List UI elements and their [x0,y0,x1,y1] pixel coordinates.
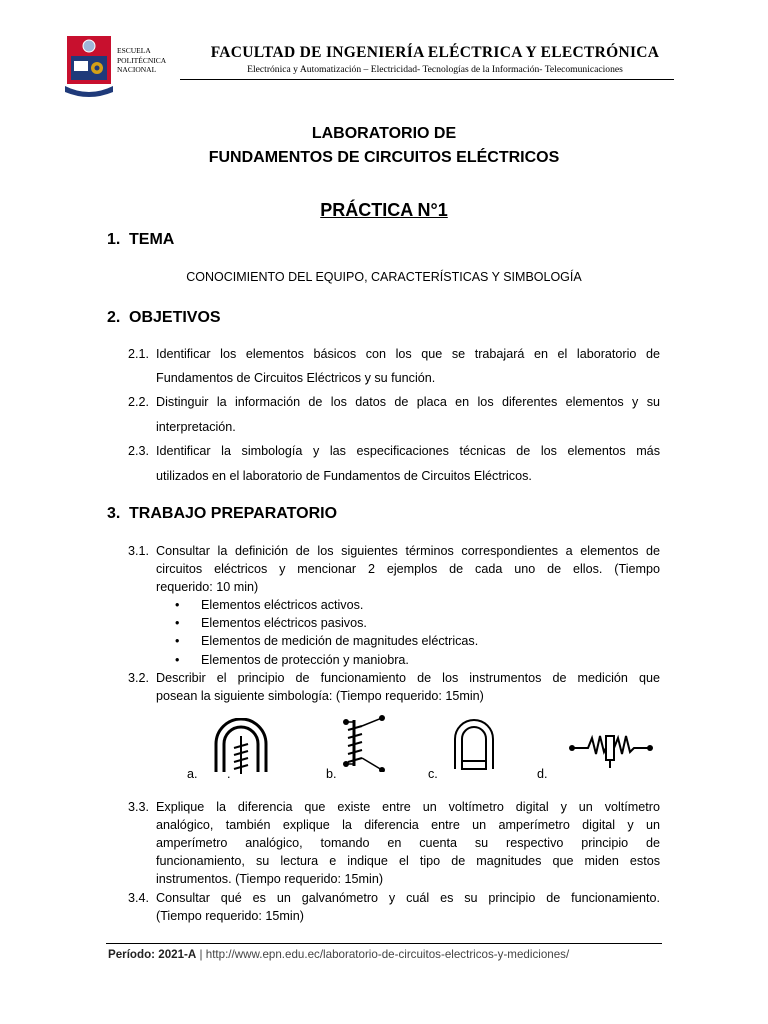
footer-url-link[interactable]: http://www.epn.edu.ec/laboratorio-de-circuitos-electricos-y-mediciones/ [205,948,570,961]
section-title: TRABAJO PREPARATORIO [129,505,338,522]
tema-text: CONOCIMIENTO DEL EQUIPO, CARACTERÍSTICAS Y SIMBOLOGÍA [186,270,582,284]
faculty-programs: Electrónica y Automatización – Electricidad- Tecnologías de la Información- Telecomunicaciones [247,64,623,75]
bullet-icon: • [175,616,180,630]
symbol-label: a. [187,767,198,781]
section-number: 3. [107,505,121,522]
item-text: Explique la diferencia que existe entre un voltímetro digital y un voltímetro [156,800,660,814]
item-number: 3.3. [128,800,150,814]
item-number: 3.1. [128,544,150,558]
epn-logo [63,34,173,104]
item-text: Distinguir la información de los datos de placa en los diferentes elementos y su [156,395,660,409]
bullet-icon: • [175,634,180,648]
lab-title: LABORATORIO DE [311,125,457,142]
thermal-symbol-icon [452,717,496,771]
electrostatic-symbol-icon [568,728,654,770]
header-divider [180,79,674,80]
footer-period: Período: 2021-A [108,948,197,961]
item-text: analógico, también explique la diferencia entre un amperímetro digital y un [156,818,660,832]
moving-iron-symbol-icon [212,718,270,776]
course-title: FUNDAMENTOS DE CIRCUITOS ELÉCTRICOS [208,149,560,166]
section-heading-objetivos [107,309,221,327]
symbol-label: c. [428,767,438,781]
item-text: amperímetro analógico, tomando en cuenta su respectivo principio de [156,836,660,850]
item-text-line: posean la siguiente simbología: (Tiempo requerido: 15min) [156,689,484,703]
bullet-icon: • [175,598,180,612]
item-number: 3.4. [128,891,150,905]
section-heading-tema [107,231,174,249]
section-number: 1. [107,231,121,248]
list-item-text: Elementos de protección y maniobra. [201,653,409,667]
item-number: 2.1. [128,347,150,361]
item-text: Identificar los elementos básicos con los que se trabajará en el laboratorio de [156,347,660,361]
section-title: OBJETIVOS [129,309,221,326]
bullet-icon: • [175,653,180,667]
item-text-line: (Tiempo requerido: 15min) [156,909,304,923]
item-number: 3.2. [128,671,150,685]
symbol-mark: . [227,767,231,781]
logo-text-line: POLITÉCNICA [117,55,167,65]
list-item-text: Elementos eléctricos pasivos. [201,616,367,630]
footer-separator: | [196,948,206,961]
item-number: 2.2. [128,395,150,409]
faculty-title: FACULTAD DE INGENIERÍA ELÉCTRICA Y ELECTRÓNICA [210,44,660,61]
symbol-label: b. [326,767,337,781]
item-number: 2.3. [128,444,150,458]
item-text: circuitos eléctricos y mencionar 2 ejemplos de cada uno de ellos. (Tiempo [156,562,660,576]
list-item-text: Elementos eléctricos activos. [201,598,364,612]
footer [108,948,569,961]
section-number: 2. [107,309,121,326]
footer-divider [106,943,662,944]
symbol-label: d. [537,767,548,781]
item-text: Describir el principio de funcionamiento de los instrumentos de medición que [156,671,660,685]
item-text: funcionamiento, su lectura e indique el tipo de magnitudes que miden estos [156,854,660,868]
item-text-continued: Fundamentos de Circuitos Eléctricos y su función. [156,371,436,385]
practice-title-text: PRÁCTICA N°1 [320,200,448,220]
electrodynamic-symbol-icon [340,714,390,772]
item-text-continued: interpretación. [156,420,236,434]
practice-title [0,200,768,221]
item-text: Consultar la definición de los siguientes términos correspondientes a elementos de [156,544,660,558]
logo-text-line: NACIONAL [117,65,157,74]
list-item-text: Elementos de medición de magnitudes eléctricas. [201,634,479,648]
item-text-line: requerido: 10 min) [156,580,259,594]
logo-text-line: ESCUELA [117,46,151,55]
item-text: Identificar la simbología y las especificaciones técnicas de los elementos más [156,444,660,458]
item-text: Consultar qué es un galvanómetro y cuál es su principio de funcionamiento. [156,891,660,905]
section-heading-trabajo-preparatorio [107,505,337,523]
item-text-continued: utilizados en el laboratorio de Fundamentos de Circuitos Eléctricos. [156,469,532,483]
section-title: TEMA [129,231,175,248]
item-text-line: instrumentos. (Tiempo requerido: 15min) [156,872,384,886]
